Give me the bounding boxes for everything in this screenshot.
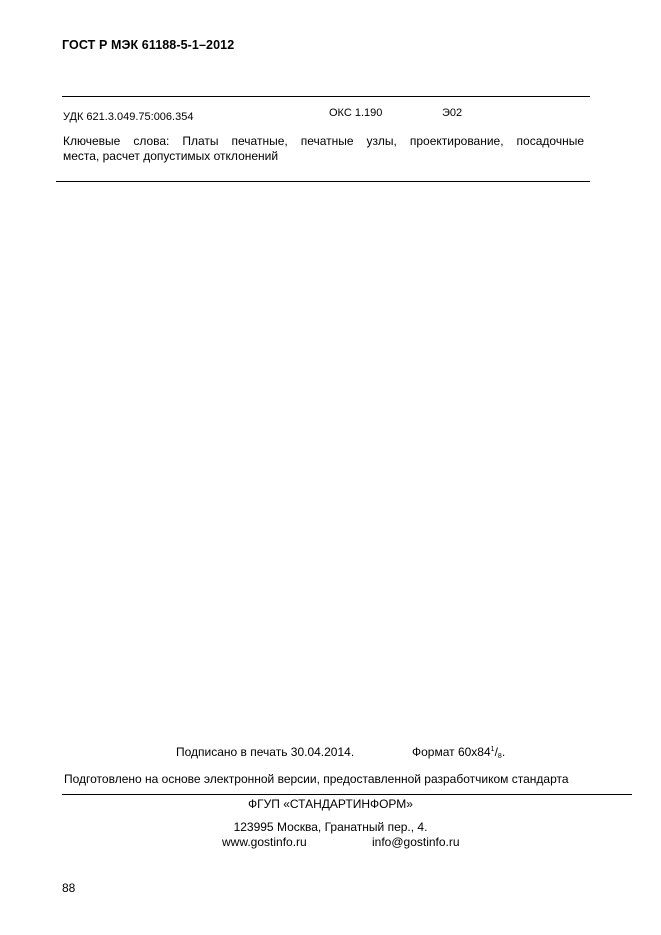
keywords-line-2: места, расчет допустимых отклонений xyxy=(63,149,279,163)
paper-format-denominator: 8 xyxy=(497,753,502,760)
classification-top-rule xyxy=(62,96,590,97)
page-number: 88 xyxy=(62,881,76,895)
paper-format-numerator: 1 xyxy=(490,746,495,753)
publisher-address: 123995 Москва, Гранатный пер., 4. xyxy=(233,820,428,834)
keywords-block xyxy=(63,134,584,164)
publisher-email: info@gostinfo.ru xyxy=(372,835,460,849)
e-code: Э02 xyxy=(442,107,463,119)
document-header-standard-id: ГОСТ Р МЭК 61188-5-1–2012 xyxy=(62,38,235,52)
oks-code: ОКС 1.190 xyxy=(329,107,383,119)
paper-format-separator: / xyxy=(494,745,498,759)
paper-format-prefix: Формат 60х84 xyxy=(412,745,491,759)
keywords-bottom-rule xyxy=(56,181,590,182)
paper-format xyxy=(412,745,505,760)
prepared-note: Подготовлено на основе электронной версии, предоставленной разработчиком стандарта xyxy=(64,772,569,786)
paper-format-suffix: . xyxy=(501,745,506,759)
publisher-top-rule xyxy=(62,794,632,795)
signed-to-print: Подписано в печать 30.04.2014. xyxy=(176,745,355,759)
udk-code: УДК 621.3.049.75:006.354 xyxy=(63,111,194,123)
keywords-line-1: Ключевые слова: Платы печатные, печатные узлы, проектирование, посадочные xyxy=(63,134,584,148)
publisher-name: ФГУП «СТАНДАРТИНФОРМ» xyxy=(248,797,413,811)
publisher-website: www.gostinfo.ru xyxy=(222,835,307,849)
